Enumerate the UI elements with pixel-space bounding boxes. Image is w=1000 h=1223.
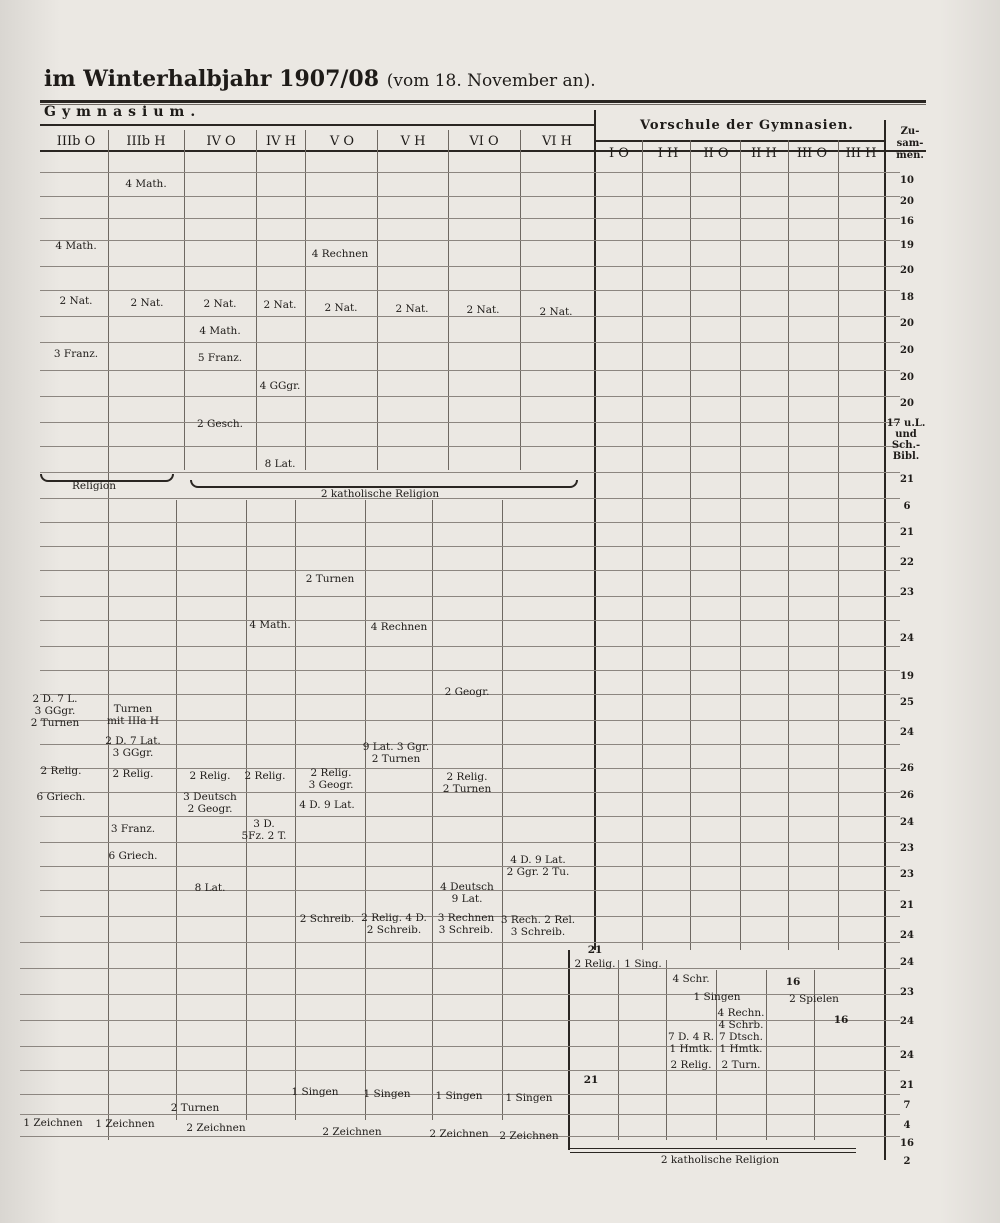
cell-entry: 4 D. 9 Lat.	[510, 854, 566, 866]
cell-entry: 2 Schreib.	[366, 924, 422, 936]
cell-entry: 2 D. 7 Lat.	[105, 735, 161, 747]
cell-entry: 4 Math.	[199, 325, 241, 337]
cell-entry: 3 Rechnen	[437, 912, 495, 924]
row-line	[20, 994, 900, 995]
cell-entry: 2 Turnen	[170, 1102, 220, 1114]
row-line	[40, 240, 900, 241]
row-line	[40, 816, 900, 817]
row-total: 25	[900, 697, 914, 708]
col-line	[690, 140, 691, 950]
cell-entry: 2 Nat.	[263, 299, 297, 311]
cell-entry: 2 Geogr.	[187, 803, 233, 815]
cell-entry: 3 Deutsch	[183, 791, 237, 803]
cell-entry: 2 Relig.	[310, 767, 352, 779]
row-line	[40, 472, 900, 473]
row-total: 20	[900, 196, 914, 207]
col-header-vi-o: VI O	[469, 134, 499, 149]
cell-entry: 2 Nat.	[395, 303, 429, 315]
row-total: 23	[900, 843, 914, 854]
cell-entry: 7 D. 4 R.	[668, 1031, 714, 1043]
row-total: 10	[900, 175, 914, 186]
cell-entry: 4 Deutsch	[440, 881, 494, 893]
col-line	[838, 140, 839, 950]
page-title	[44, 66, 596, 92]
row-line	[40, 396, 900, 397]
row-total: 19	[900, 240, 914, 251]
section-vorschule: Vorschule der Gymnasien.	[640, 118, 854, 133]
cell-entry: 21	[587, 944, 603, 956]
col-line	[305, 130, 306, 470]
brace-kath-religion	[190, 480, 578, 488]
row-total: 24	[900, 1016, 914, 1027]
cell-entry: 5 Franz.	[197, 352, 243, 364]
cell-entry: 2 Relig.	[40, 765, 82, 777]
row-line	[40, 720, 900, 721]
cell-entry: 16	[833, 1014, 849, 1026]
cell-entry: 4 GGgr.	[259, 380, 301, 392]
row-total: 17 u.L. und Sch.-Bibl.	[886, 418, 926, 462]
cell-entry: 4 Math.	[125, 178, 167, 190]
row-line	[40, 768, 900, 769]
row-total: 2	[903, 1156, 911, 1167]
col-line	[432, 500, 433, 1120]
col-header-iiib-h: IIIb H	[126, 134, 166, 149]
row-total: 21	[900, 474, 914, 485]
cell-entry: 4 Schrb.	[718, 1019, 764, 1031]
cell-entry: 2 Spielen	[789, 993, 839, 1005]
row-total: 20	[900, 318, 914, 329]
cell-entry: 2 Nat.	[59, 295, 93, 307]
rule-kath-religion-vorschule	[570, 1148, 856, 1153]
cell-entry: 21	[583, 1074, 599, 1086]
cell-entry: 8 Lat.	[264, 458, 296, 470]
cell-entry: mit IIIa H	[106, 715, 160, 727]
cell-entry: 3 Franz.	[110, 823, 156, 835]
col-header-vi-h: VI H	[542, 134, 572, 149]
cell-entry: 1 Singen	[693, 991, 741, 1003]
row-line	[40, 290, 900, 291]
cell-entry: 7 Dtsch.	[718, 1031, 764, 1043]
cell-entry: 16	[785, 976, 801, 988]
col-line	[184, 130, 185, 470]
cell-entry: 2 Schreib.	[299, 913, 355, 925]
cell-entry: 6 Griech.	[36, 791, 86, 803]
col-header-iv-o: IV O	[206, 134, 236, 149]
cell-entry: 3 Schreib.	[438, 924, 494, 936]
cell-entry: 5Fz. 2 T.	[241, 830, 287, 842]
row-line	[20, 968, 900, 969]
col-line	[520, 130, 521, 470]
cell-entry: 2 Relig. 4 D.	[361, 912, 427, 924]
row-line	[40, 422, 900, 423]
row-line	[40, 172, 900, 173]
row-line	[40, 842, 900, 843]
row-line	[40, 342, 900, 343]
row-total: 20	[900, 345, 914, 356]
row-total: 22	[900, 557, 914, 568]
row-line	[20, 1070, 900, 1071]
cell-entry: 2 Nat.	[203, 298, 237, 310]
col-header-ii-h: II H	[751, 146, 777, 161]
gym-underline	[40, 124, 596, 126]
row-line	[40, 744, 900, 745]
cell-entry: 2 Turn.	[721, 1059, 761, 1071]
cell-entry: 4 D. 9 Lat.	[299, 799, 355, 811]
col-line	[502, 500, 503, 1120]
col-header-zusammen: Zu-sam-men.	[896, 126, 924, 161]
row-total: 24	[900, 817, 914, 828]
row-line	[40, 316, 900, 317]
cell-entry: 2 Relig.	[189, 770, 231, 782]
row-total: 21	[900, 527, 914, 538]
col-line	[642, 140, 643, 950]
col-header-i-h: I H	[657, 146, 679, 161]
row-line	[40, 266, 900, 267]
col-line-total	[884, 120, 886, 1160]
row-total: 20	[900, 372, 914, 383]
row-total: 23	[900, 869, 914, 880]
cell-entry: 9 Lat. 3 Ggr.	[362, 741, 430, 753]
row-line	[40, 546, 900, 547]
col-header-i-o: I O	[609, 146, 629, 161]
row-total: 6	[903, 501, 911, 512]
cell-entry: 2 D. 7 L.	[32, 693, 78, 705]
cell-entry: Religion	[72, 480, 116, 492]
row-total: 19	[900, 671, 914, 682]
col-header-v-o: V O	[329, 134, 355, 149]
row-total: 26	[900, 763, 914, 774]
row-line	[40, 196, 900, 197]
row-line	[40, 370, 900, 371]
row-line	[20, 1020, 900, 1021]
row-line	[40, 646, 900, 647]
header-rule-top	[40, 100, 926, 103]
cell-entry: 2 Relig.	[670, 1059, 712, 1071]
row-line	[20, 942, 900, 943]
cell-entry: 4 Rechnen	[311, 248, 369, 260]
cell-entry: 2 Zeichnen	[499, 1130, 559, 1142]
cell-entry: 1 Sing.	[624, 958, 662, 970]
row-line	[40, 670, 900, 671]
row-total: 16	[900, 216, 914, 227]
row-total: 20	[900, 398, 914, 409]
cell-entry: 2 Nat.	[324, 302, 358, 314]
row-line	[40, 522, 900, 523]
row-total: 24	[900, 957, 914, 968]
row-total: 26	[900, 790, 914, 801]
cell-entry: 1 Zeichnen	[23, 1117, 83, 1129]
cell-entry: Turnen	[113, 703, 153, 715]
col-line	[448, 130, 449, 470]
col-line	[108, 130, 109, 1140]
cell-entry: 2 Nat.	[466, 304, 500, 316]
cell-entry: 2 Zeichnen	[322, 1126, 382, 1138]
row-total: 24	[900, 727, 914, 738]
cell-entry: 2 Turnen	[442, 783, 492, 795]
cell-entry: 4 Rechn.	[717, 1007, 765, 1019]
cell-entry: 2 katholische Religion	[660, 1154, 780, 1166]
col-line	[246, 500, 247, 1120]
cell-entry: 1 Zeichnen	[95, 1118, 155, 1130]
col-line	[740, 140, 741, 950]
cell-entry: 2 Relig.	[244, 770, 286, 782]
cell-entry: 2 Nat.	[539, 306, 573, 318]
cell-entry: 4 Rechnen	[370, 621, 428, 633]
col-line-divider	[594, 110, 596, 950]
cell-entry: 1 Singen	[505, 1092, 553, 1104]
cell-entry: 2 Zeichnen	[186, 1122, 246, 1134]
col-line	[365, 500, 366, 1120]
title-sub: (vom 18. November an).	[386, 71, 596, 91]
cell-entry: 4 Math.	[249, 619, 291, 631]
cell-entry: 3 Geogr.	[308, 779, 354, 791]
row-total: 16	[900, 1138, 914, 1149]
cell-entry: 2 Relig.	[112, 768, 154, 780]
row-total: 23	[900, 587, 914, 598]
cell-entry: 1 Singen	[435, 1090, 483, 1102]
cell-entry: 3 D.	[253, 818, 275, 830]
cell-entry: 4 Schr.	[672, 973, 710, 985]
row-total: 24	[900, 930, 914, 941]
cell-entry: 6 Griech.	[108, 850, 158, 862]
cell-entry: 2 Gesch.	[197, 418, 243, 430]
cell-entry: 3 GGgr.	[112, 747, 154, 759]
row-line	[40, 596, 900, 597]
vor-underline	[594, 140, 884, 142]
cell-entry: 2 Nat.	[130, 297, 164, 309]
col-header-ii-o: II O	[703, 146, 729, 161]
row-total: 24	[900, 633, 914, 644]
col-header-iii-h: III H	[845, 146, 877, 161]
cell-entry: 2 Turnen	[371, 753, 421, 765]
row-line	[20, 1114, 900, 1115]
cell-entry: 2 Geogr.	[444, 686, 490, 698]
cell-entry: 3 Rech. 2 Rel.	[500, 914, 576, 926]
title-main: im Winterhalbjahr 1907/08	[44, 66, 380, 92]
cell-entry: 2 Ggr. 2 Tu.	[506, 866, 570, 878]
col-line	[377, 130, 378, 470]
row-line	[40, 218, 900, 219]
cell-entry: 3 Schreib.	[510, 926, 566, 938]
row-total: 24	[900, 1050, 914, 1061]
row-total: 21	[900, 900, 914, 911]
col-line	[618, 960, 619, 1140]
row-total: 20	[900, 265, 914, 276]
cell-entry: 2 katholische Religion	[320, 488, 440, 500]
cell-entry: 9 Lat.	[451, 893, 483, 905]
col-header-iiib-o: IIIb O	[56, 134, 96, 149]
row-line	[40, 570, 900, 571]
cell-entry: 2 Relig.	[446, 771, 488, 783]
cell-entry: 8 Lat.	[194, 882, 226, 894]
section-gymnasium: Gymnasium.	[44, 104, 202, 120]
cell-entry: 1 Hmtk.	[669, 1043, 713, 1055]
cell-entry: 3 GGgr.	[34, 705, 76, 717]
cell-entry: 1 Singen	[363, 1088, 411, 1100]
row-total: 7	[903, 1100, 911, 1111]
cell-entry: 4 Math.	[55, 240, 97, 252]
row-line	[20, 1046, 900, 1047]
cell-entry: 1 Hmtk.	[719, 1043, 763, 1055]
row-line	[40, 866, 900, 867]
row-total: 21	[900, 1080, 914, 1091]
col-header-v-h: V H	[400, 134, 426, 149]
row-line	[40, 446, 900, 447]
cell-entry: 3 Franz.	[53, 348, 99, 360]
col-header-iii-o: III O	[796, 146, 828, 161]
row-line	[40, 620, 900, 621]
col-line	[788, 140, 789, 950]
cell-entry: 2 Turnen	[305, 573, 355, 585]
cell-entry: 1 Singen	[291, 1086, 339, 1098]
cell-entry: 2 Zeichnen	[429, 1128, 489, 1140]
row-total: 18	[900, 292, 914, 303]
col-line-divider	[568, 950, 570, 1150]
row-total: 4	[903, 1120, 911, 1131]
col-header-iv-h: IV H	[266, 134, 296, 149]
cell-entry: 2 Turnen	[30, 717, 80, 729]
row-total: 23	[900, 987, 914, 998]
cell-entry: 2 Relig.	[574, 958, 616, 970]
